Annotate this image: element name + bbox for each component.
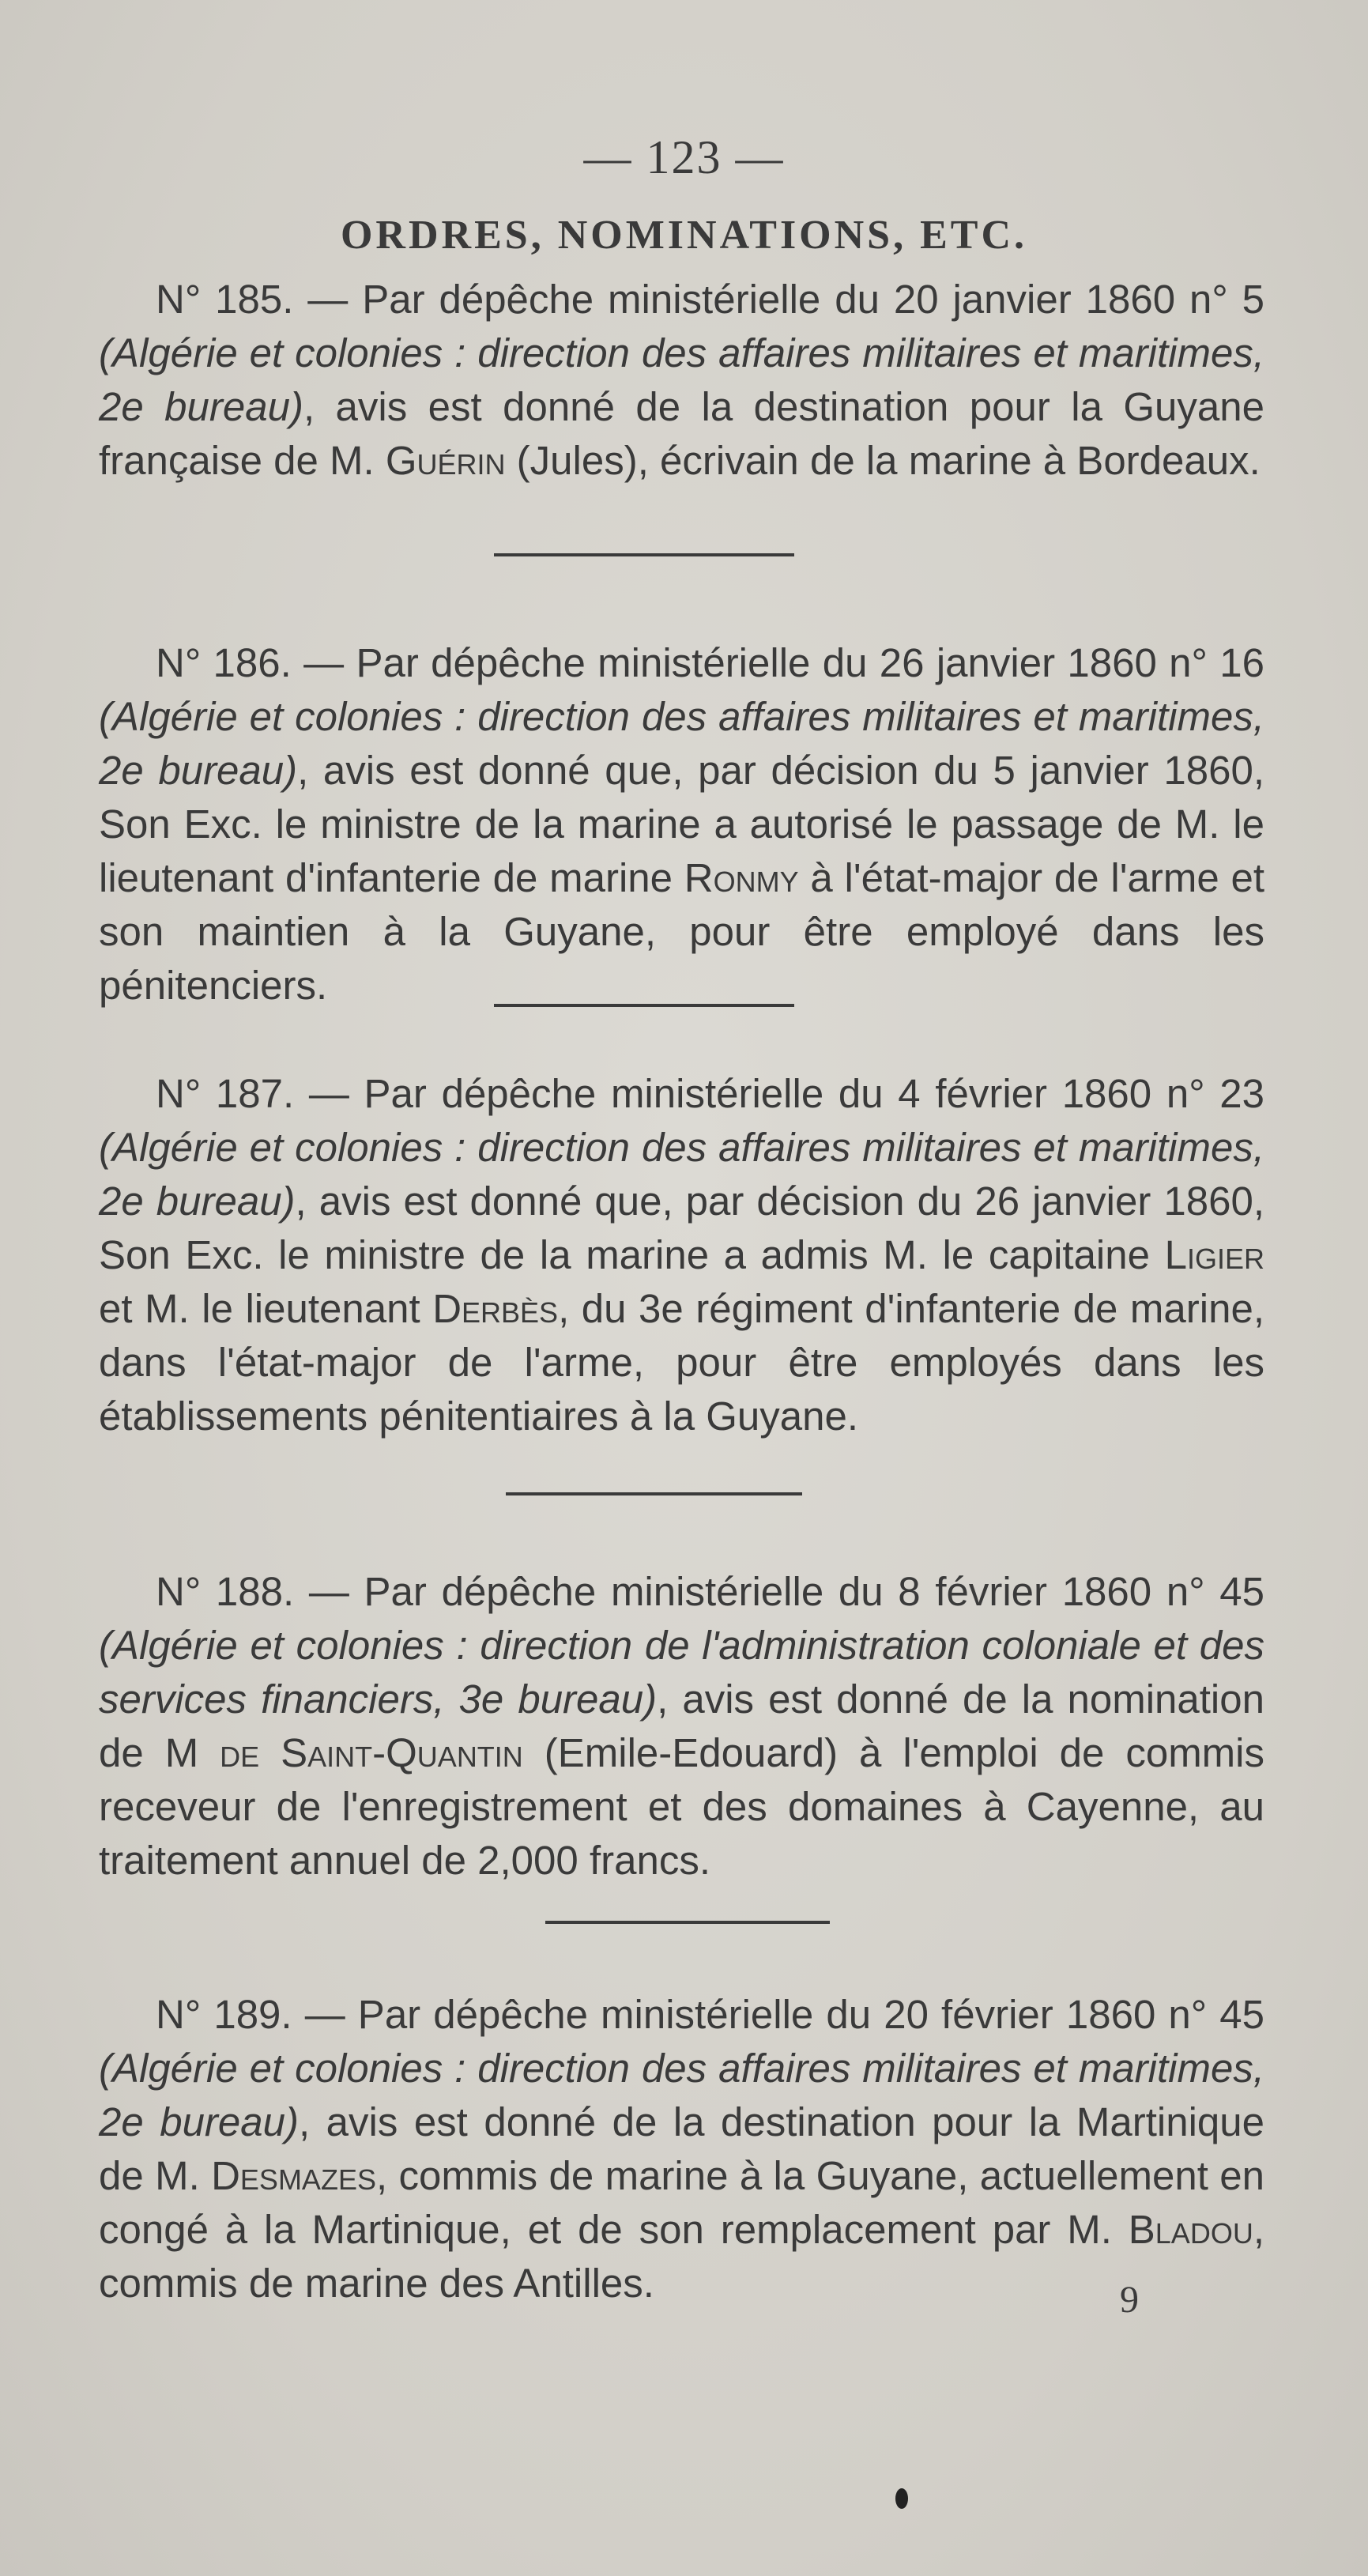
entry-reference: (Algérie et colonies : direction de l'administration coloniale et des services financiers, 3e bureau) — [99, 1623, 1264, 1722]
entry-189 — [99, 1988, 1264, 2310]
entry-number: N° 186. — [156, 640, 292, 685]
entry-number: N° 187. — [156, 1071, 295, 1116]
entry-lead: — Par dépêche ministérielle du 4 février 1860 n° 23 — [294, 1071, 1264, 1116]
entry-text: (Jules), écrivain de la marine à Bordeaux. — [505, 438, 1261, 483]
entry-text: , commis de marine des Antilles. — [99, 2207, 1264, 2306]
entry-reference: (Algérie et colonies : direction des affaires militaires et maritimes, 2e bureau) — [99, 330, 1264, 429]
running-title: ORDRES, NOMINATIONS, ETC. — [340, 213, 1028, 258]
entry-lead: — Par dépêche ministérielle du 8 février 1860 n° 45 — [294, 1569, 1264, 1614]
entry-188 — [99, 1565, 1264, 1888]
entry-reference: (Algérie et colonies : direction des affaires militaires et maritimes, 2e bureau) — [99, 694, 1264, 793]
entry-number: N° 189. — [156, 1992, 292, 2037]
entry-text: à l'état-major de l'arme et son maintien à la Guyane, pour être employé dans les pénitenciers. — [99, 855, 1264, 1008]
separator-rule — [545, 1921, 830, 1924]
entry-reference: (Algérie et colonies : direction des affaires militaires et maritimes, 2e bureau) — [99, 1125, 1264, 1224]
person-name: Guérin — [385, 438, 506, 483]
entry-185 — [99, 273, 1264, 488]
signature-mark: 9 — [1120, 2279, 1139, 2321]
separator-rule — [494, 553, 794, 556]
ink-spot — [895, 2488, 908, 2509]
entry-text: , du 3e régiment d'infanterie de marine, dans l'état-major de l'arme, pour être employés dans les établissements pénitentiaires à la Guyane. — [99, 1286, 1264, 1439]
separator-rule — [506, 1492, 802, 1495]
entry-text: , avis est donné que, par décision du 5 janvier 1860, Son Exc. le ministre de la marine a autorisé le passage de M. le lieutenant d'infanterie de marine — [99, 748, 1264, 900]
entry-text: , avis est donné de la destination pour la Martinique de M. — [99, 2099, 1265, 2198]
entry-lead: — Par dépêche ministérielle du 20 janvier 1860 n° 5 — [293, 277, 1264, 322]
separator-rule — [494, 1004, 794, 1007]
entry-187 — [99, 1067, 1264, 1443]
person-name: de Saint-Quantin — [220, 1730, 523, 1775]
person-name: Derbès — [432, 1286, 559, 1331]
entry-186 — [99, 636, 1264, 1013]
entry-text: , avis est donné de la destination pour la Guyane française de M. — [99, 384, 1264, 483]
entry-text: , commis de marine à la Guyane, actuellement en congé à la Martinique, et de son remplacement par M. — [99, 2153, 1264, 2252]
person-name: Ronmy — [684, 855, 799, 900]
entry-text: , avis est donné que, par décision du 26 janvier 1860, Son Exc. le ministre de la marine a admis M. le capitaine — [99, 1179, 1264, 1277]
entry-text: et M. le lieutenant — [99, 1286, 433, 1331]
entry-lead: — Par dépêche ministérielle du 20 février 1860 n° 45 — [292, 1992, 1265, 2037]
person-name: Bladou — [1128, 2207, 1253, 2252]
person-name: Desmazes — [211, 2153, 376, 2198]
entry-text: (Emile-Edouard) à l'emploi de commis receveur de l'enregistrement et des domaines à Cayenne, au traitement annuel de 2,000 francs. — [99, 1730, 1264, 1883]
entry-lead: — Par dépêche ministérielle du 26 janvier 1860 n° 16 — [291, 640, 1264, 685]
person-name: Ligier — [1164, 1232, 1264, 1277]
entry-number: N° 188. — [156, 1569, 295, 1614]
entry-number: N° 185. — [156, 277, 294, 322]
entry-reference: (Algérie et colonies : direction des affaires militaires et maritimes, 2e bureau) — [99, 2046, 1264, 2144]
entry-text: , avis est donné de la nomination de M — [99, 1676, 1264, 1775]
page-number: — 123 — — [583, 131, 785, 183]
